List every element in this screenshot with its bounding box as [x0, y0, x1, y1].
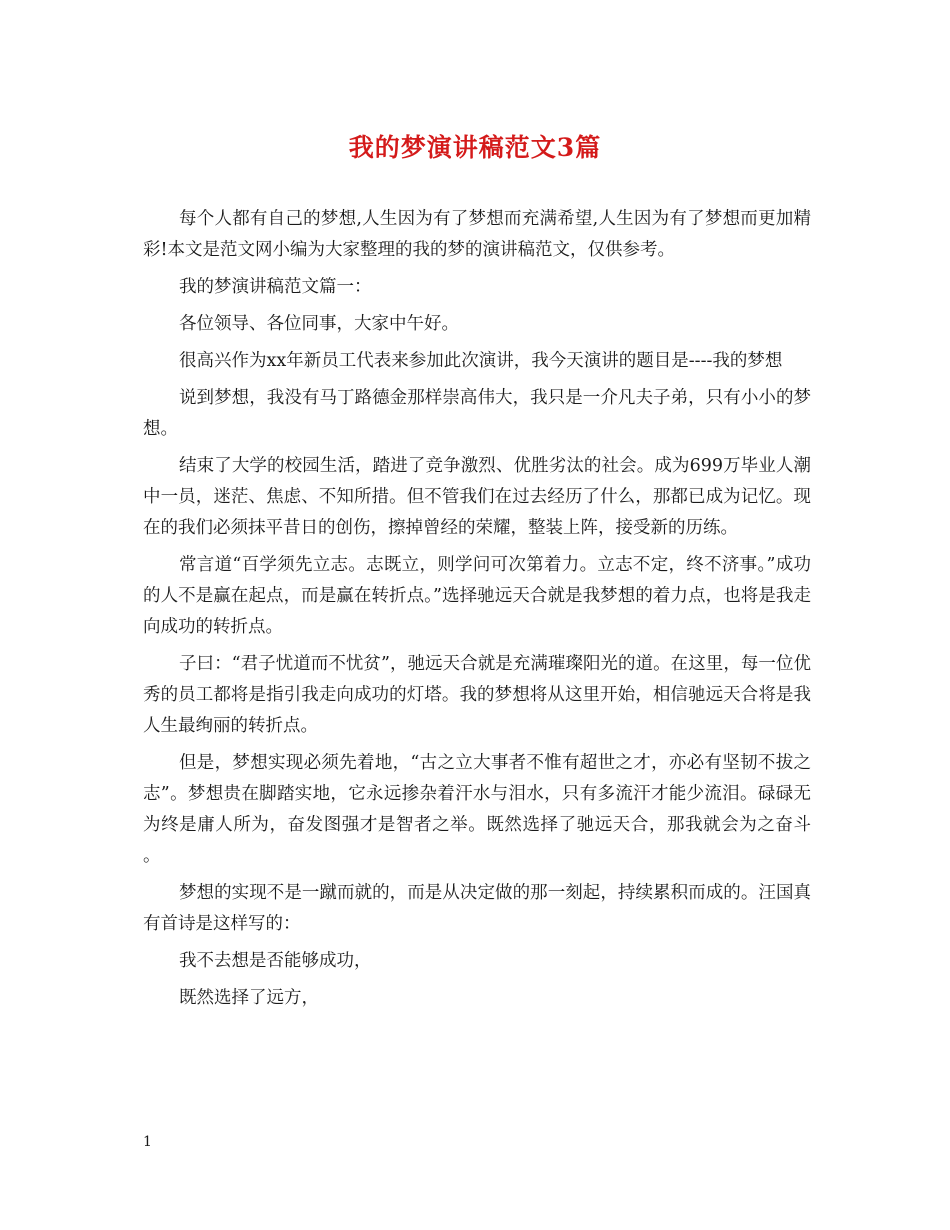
paragraph: 子曰：“君子忧道而不忧贫”，驰远天合就是充满璀璨阳光的道。在这里，每一位优秀的员工都将是指引我走向成功的灯塔。我的梦想将从这里开始，相信驰远天合将是我人生最绚丽的转折点。: [143, 654, 811, 736]
page-number: 1: [143, 1134, 152, 1150]
poem-line: 既然选择了远方，: [179, 988, 319, 1008]
paragraph: 我的梦演讲稿范文篇一：: [179, 277, 372, 297]
document-title: 我的梦演讲稿范文3篇: [348, 133, 602, 162]
paragraph: 很高兴作为xx年新员工代表来参加此次演讲，我今天演讲的题目是----我的梦想: [179, 351, 783, 371]
paragraph: 常言道“百学须先立志。志既立，则学问可次第着力。立志不定，终不济事。”成功的人不是赢在起点，而是赢在转折点。”选择驰远天合就是我梦想的着力点，也将是我走向成功的转折点。: [143, 555, 811, 637]
paragraph: 梦想的实现不是一蹴而就的，而是从决定做的那一刻起，持续累积而成的。汪国真有首诗是这样写的：: [143, 883, 811, 934]
paragraph: 各位领导、各位同事，大家中午好。: [179, 314, 459, 334]
paragraph: 但是，梦想实现必须先着地，“古之立大事者不惟有超世之才，亦必有坚韧不拔之志”。梦想贵在脚踏实地，它永远掺杂着汗水与泪水，只有多流汗才能少流泪。碌碌无为终是庸人所为，奋发图强才是智者之举。既然选择了驰远天合，那我就会为之奋斗 。: [143, 753, 811, 866]
poem-line: 我不去想是否能够成功，: [179, 951, 372, 971]
paragraph: 每个人都有自己的梦想,人生因为有了梦想而充满希望,人生因为有了梦想而更加精彩!本文是范文网小编为大家整理的我的梦的演讲稿范文，仅供参考。: [143, 209, 811, 260]
paragraph: 结束了大学的校园生活，踏进了竞争激烈、优胜劣汰的社会。成为699万毕业人潮中一员，迷茫、焦虑、不知所措。但不管我们在过去经历了什么，那都已成为记忆。现在的我们必须抹平昔日的创伤，擦掉曾经的荣耀，整装上阵，接受新的历练。: [143, 456, 811, 538]
document-body: [143, 204, 811, 1020]
paragraph: 说到梦想，我没有马丁路德金那样崇高伟大，我只是一介凡夫子弟，只有小小的梦想。: [143, 388, 811, 439]
